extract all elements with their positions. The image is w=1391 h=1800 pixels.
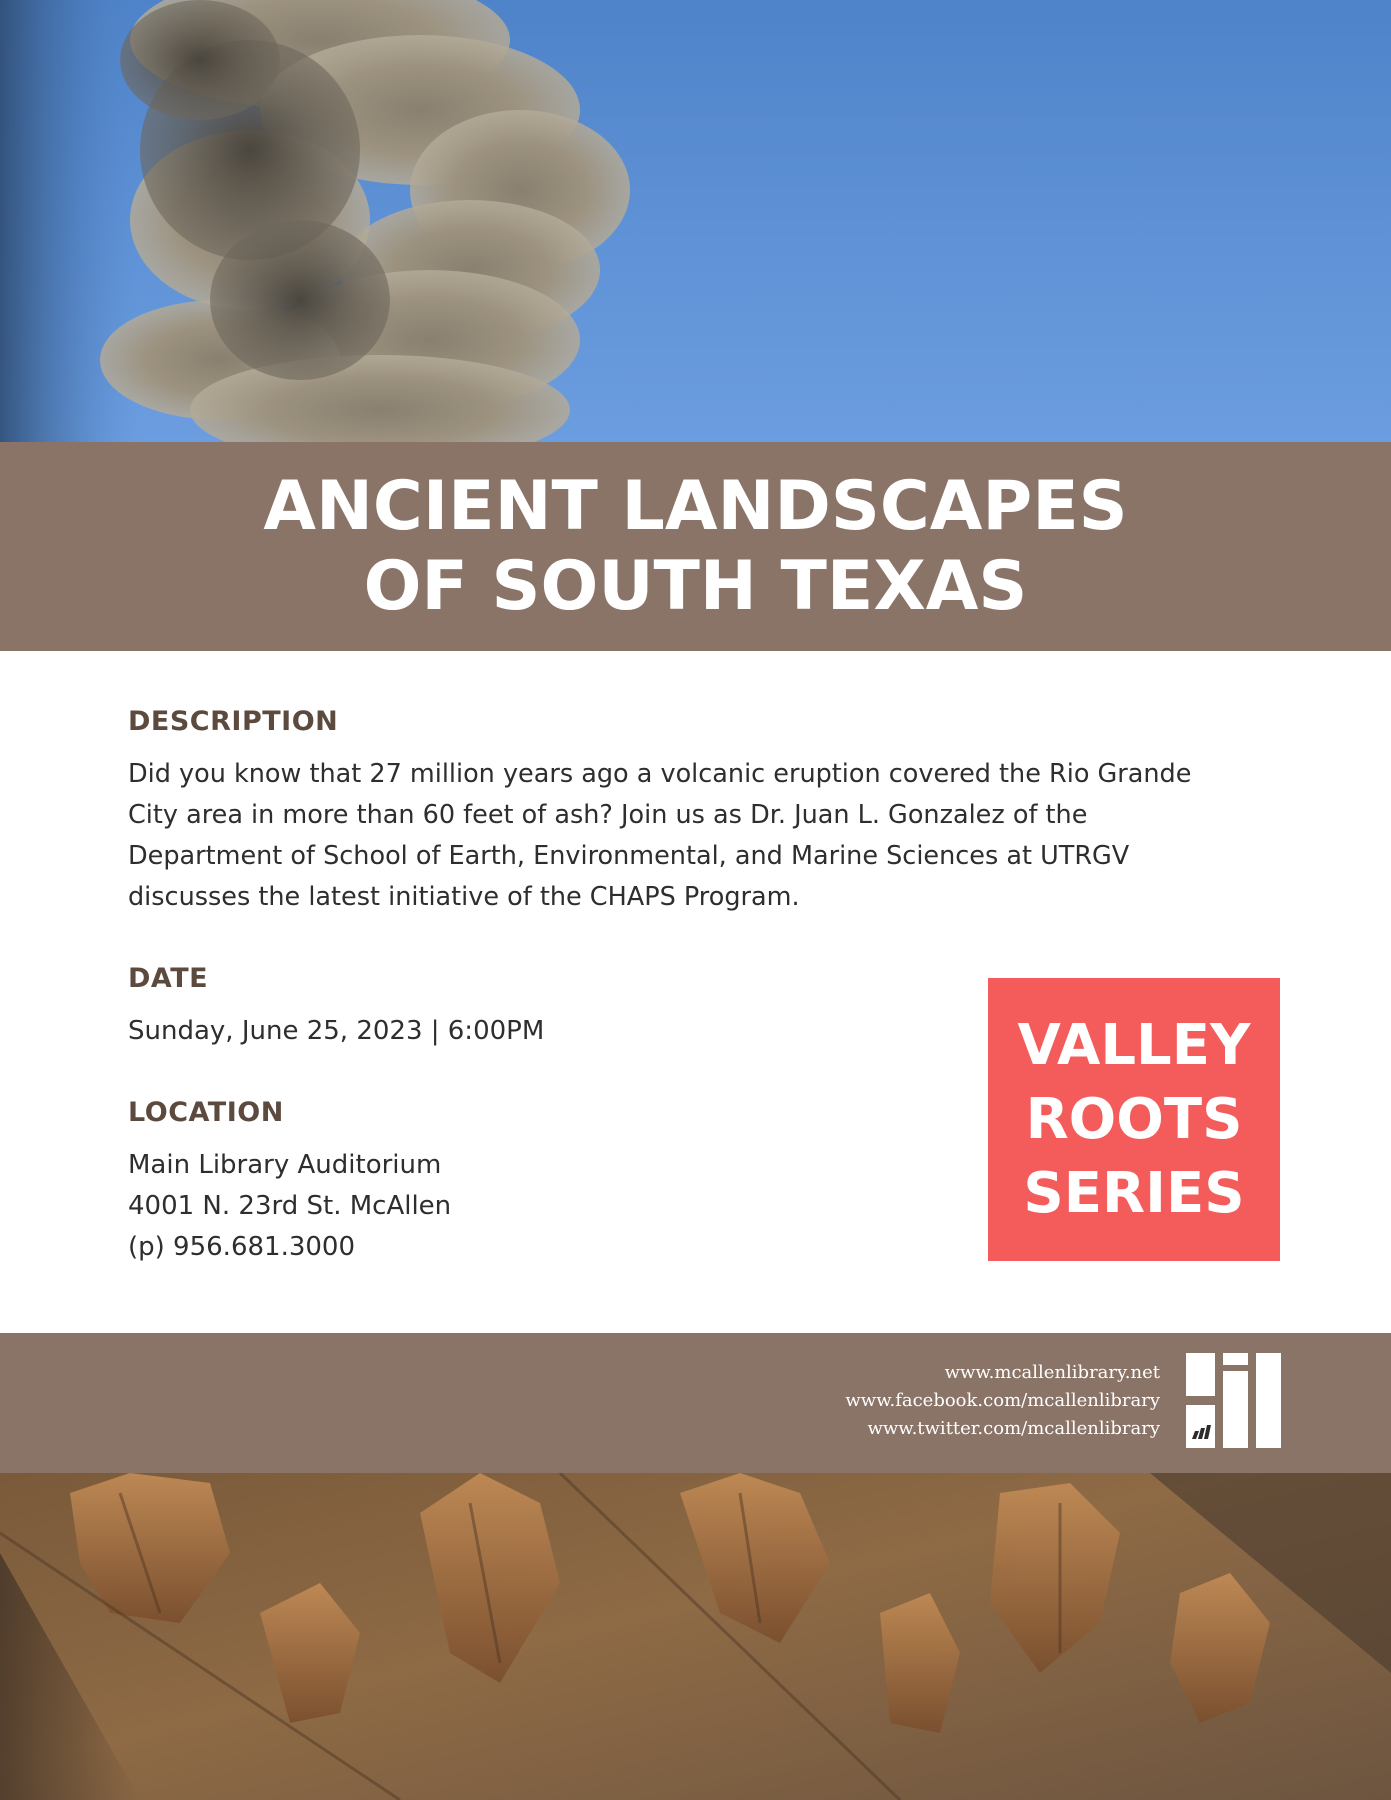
location-address: 4001 N. 23rd St. McAllen [128, 1191, 452, 1221]
facebook-link[interactable]: www.facebook.com/mcallenlibrary [845, 1390, 1160, 1411]
twitter-link[interactable]: www.twitter.com/mcallenlibrary [867, 1418, 1160, 1439]
title-line-2: OF SOUTH TEXAS [363, 546, 1028, 626]
date-text: Sunday, June 25, 2023 | 6:00PM [128, 1016, 545, 1046]
library-logo-icon [1186, 1353, 1281, 1448]
location-venue: Main Library Auditorium [128, 1150, 442, 1180]
website-link[interactable]: www.mcallenlibrary.net [944, 1362, 1160, 1383]
series-line-1: VALLEY [1017, 1012, 1251, 1078]
rocky-mountain-slope-photo [0, 1473, 1391, 1800]
location-details [128, 1145, 451, 1268]
series-badge [988, 978, 1280, 1261]
series-line-2: ROOTS [1025, 1086, 1243, 1152]
series-line-3: SERIES [1023, 1160, 1245, 1226]
footer-banner [0, 1333, 1391, 1473]
title-banner [0, 442, 1391, 651]
date-heading: DATE [128, 963, 209, 994]
location-phone: (p) 956.681.3000 [128, 1232, 356, 1262]
volcanic-ash-plume-photo [0, 0, 1391, 442]
page-title [263, 467, 1127, 627]
title-line-1: ANCIENT LANDSCAPES [263, 466, 1128, 546]
description-heading: DESCRIPTION [128, 706, 339, 737]
location-heading: LOCATION [128, 1097, 284, 1128]
footer-links [845, 1359, 1160, 1443]
description-text: Did you know that 27 million years ago a volcanic eruption covered the Rio Grande City area in more than 60 feet of ash? Join us as Dr. Juan L. Gonzalez of the Department of School of Earth, Environmental, and Marine Sciences at UTRGV discusses the latest initiative of the CHAPS Program. [128, 759, 1192, 912]
